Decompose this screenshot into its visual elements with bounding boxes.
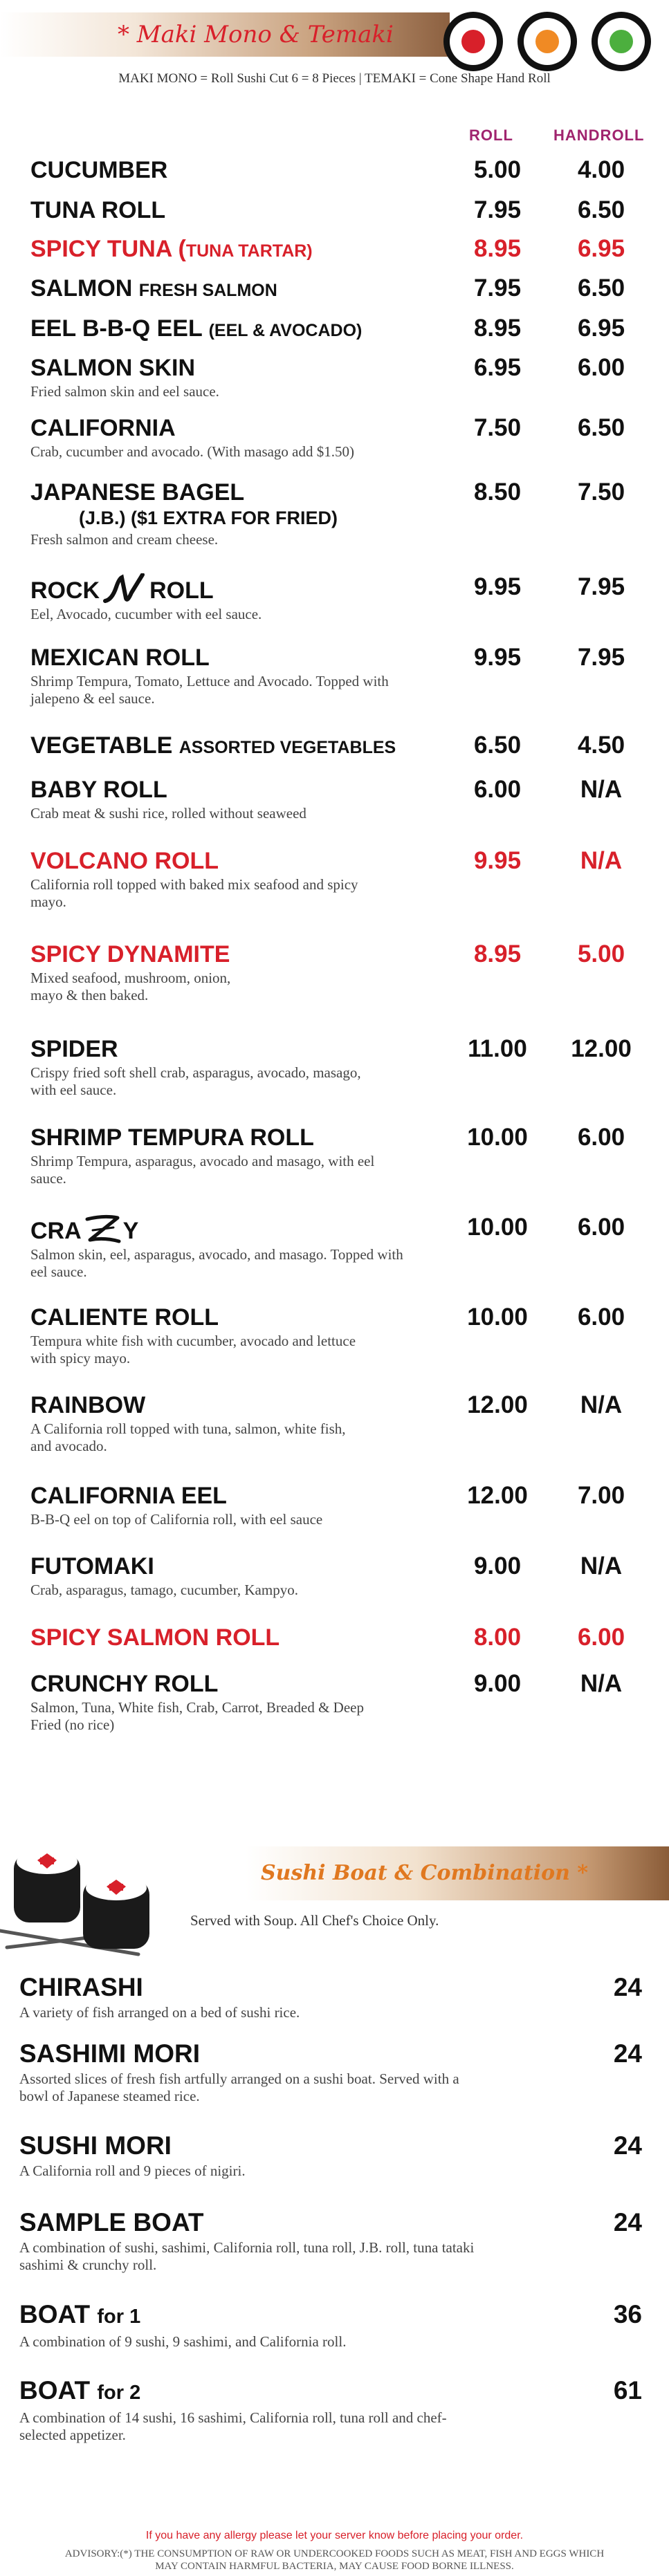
- price-handroll: 5.00: [577, 940, 625, 967]
- served-note: Served with Soup. All Chef's Choice Only.: [190, 1912, 439, 1929]
- combo-item: [19, 2299, 642, 2351]
- item-description: Fried salmon skin and eel sauce.: [30, 383, 219, 400]
- menu-item: [30, 1391, 639, 1455]
- item-name: SPICY SALMON ROLL: [30, 1624, 280, 1651]
- menu-item: [30, 847, 639, 911]
- menu-item: [30, 573, 639, 623]
- price-handroll: 7.95: [577, 644, 625, 671]
- menu-item: [30, 1624, 639, 1651]
- item-name: SASHIMI MORI: [19, 2039, 201, 2068]
- allergy-note: If you have any allergy please let your server know before placing your order.: [145, 2530, 524, 2541]
- z-script-logo-icon: [83, 1214, 122, 1244]
- item-description: Crab meat & sushi rice, rolled without seaweed: [30, 805, 306, 822]
- combo-item: [19, 2207, 642, 2274]
- item-name: BOAT for 2: [19, 2376, 141, 2404]
- col-header-roll: ROLL: [469, 127, 513, 144]
- item-name: SPIDER: [30, 1036, 118, 1062]
- menu-item: [30, 1304, 639, 1367]
- combo-item: [19, 2039, 642, 2105]
- item-name: CHIRASHI: [19, 1973, 143, 2001]
- item-name: CALIFORNIA EEL: [30, 1483, 227, 1509]
- item-name: CALIENTE ROLL: [30, 1304, 219, 1331]
- menu-item: [30, 940, 639, 1004]
- price-handroll: 6.50: [577, 196, 625, 223]
- advisory-note: ADVISORY:(*) THE CONSUMPTION OF RAW OR UNDERCOOKED FOODS SUCH AS MEAT, FISH AND EGGS WHICH MAY CONTAIN HARMFUL BACTERIA, MAY CAUSE FOOD BORNE ILLNESS.: [64, 2548, 605, 2572]
- price-roll: 8.50: [473, 479, 522, 506]
- item-price: 61: [613, 2376, 642, 2404]
- price-roll: 8.95: [473, 940, 522, 967]
- item-price: 24: [613, 2208, 642, 2236]
- price-handroll: 4.50: [577, 732, 625, 759]
- price-handroll: 6.00: [577, 1124, 625, 1151]
- item-description: B-B-Q eel on top of California roll, with eel sauce: [30, 1511, 323, 1528]
- price-handroll: N/A: [580, 847, 623, 874]
- item-name: VEGETABLE ASSORTED VEGETABLES: [30, 732, 396, 759]
- price-handroll: 6.50: [577, 414, 625, 441]
- price-roll: 9.95: [473, 644, 522, 671]
- price-roll: 7.50: [473, 414, 522, 441]
- price-handroll: 6.50: [577, 275, 625, 302]
- menu-item: [30, 235, 639, 265]
- item-name: SHRIMP TEMPURA ROLL: [30, 1124, 314, 1151]
- price-roll: 6.00: [473, 776, 522, 803]
- item-description: Assorted slices of fresh fish artfully arranged on a sushi boat. Served with a bowl of Japanese steamed rice.: [19, 2070, 459, 2104]
- item-price: 24: [613, 2131, 642, 2160]
- price-roll: 11.00: [468, 1035, 527, 1062]
- price-handroll: 6.00: [577, 1304, 625, 1331]
- item-description: California roll topped with baked mix seafood and spicy mayo.: [30, 876, 358, 910]
- combo-item: [19, 1972, 642, 2021]
- item-description: Shrimp Tempura, asparagus, avocado and masago, with eel sauce.: [30, 1153, 375, 1187]
- menu-item: [30, 156, 639, 184]
- menu-item: [30, 776, 639, 822]
- price-roll: 9.95: [473, 573, 522, 600]
- item-name: TUNA ROLL: [30, 197, 166, 223]
- price-roll: 9.00: [473, 1670, 522, 1697]
- menu-item: [30, 315, 639, 344]
- maki-section-title: * Maki Mono & Temaki: [118, 21, 394, 48]
- item-name: SUSHI MORI: [19, 2131, 172, 2160]
- price-roll: 12.00: [467, 1391, 528, 1418]
- maki-header-banner: [0, 12, 450, 57]
- item-name: EEL B-B-Q EEL (EEL & AVOCADO): [30, 315, 363, 342]
- item-description: Fresh salmon and cream cheese.: [30, 531, 219, 548]
- price-roll: 9.95: [473, 847, 522, 874]
- item-description: A California roll topped with tuna, salmon, white fish, and avocado.: [30, 1420, 346, 1454]
- price-handroll: 7.95: [577, 573, 625, 600]
- price-handroll: N/A: [580, 1553, 623, 1579]
- price-handroll: 12.00: [571, 1035, 632, 1062]
- maki-subheader: MAKI MONO = Roll Sushi Cut 6 = 8 Pieces | TEMAKI = Cone Shape Hand Roll: [118, 71, 551, 86]
- menu-item: [30, 644, 639, 707]
- item-description: Shrimp Tempura, Tomato, Lettuce and Avocado. Topped with jalepeno & eel sauce.: [30, 673, 389, 707]
- combo-header-banner: [246, 1846, 669, 1900]
- menu-item: [30, 479, 639, 548]
- item-description: A combination of 14 sushi, 16 sashimi, California roll, tuna roll and chef-selected appetizer.: [19, 2409, 447, 2443]
- price-handroll: 7.00: [577, 1482, 625, 1509]
- price-roll: 10.00: [467, 1124, 528, 1151]
- price-roll: 8.95: [473, 235, 522, 262]
- price-handroll: N/A: [580, 1391, 623, 1418]
- item-description: Salmon skin, eel, asparagus, avocado, and masago. Topped with eel sauce.: [30, 1246, 403, 1280]
- item-description: Mixed seafood, mushroom, onion, mayo & then baked.: [30, 970, 231, 1003]
- menu-item: [30, 196, 639, 224]
- combo-item: [19, 2375, 642, 2444]
- sushi-rolls-chopsticks-icon: [0, 1826, 166, 1978]
- price-handroll: 6.00: [577, 1214, 625, 1241]
- item-name-line2: (J.B.) ($1 EXTRA FOR FRIED): [79, 508, 338, 528]
- menu-item: [30, 1670, 639, 1734]
- item-name: CUCUMBER: [30, 157, 168, 183]
- item-description: A combination of sushi, sashimi, California roll, tuna roll, J.B. roll, tuna tataki sashimi & crunchy roll.: [19, 2239, 475, 2273]
- price-handroll: 6.95: [577, 315, 625, 342]
- sushi-red-icon: [441, 10, 505, 73]
- item-name: SPICY DYNAMITE: [30, 941, 230, 967]
- item-description: Salmon, Tuna, White fish, Crab, Carrot, Breaded & Deep Fried (no rice): [30, 1699, 364, 1733]
- item-price: 24: [613, 2039, 642, 2068]
- item-name: SALMON FRESH SALMON: [30, 275, 277, 302]
- price-handroll: N/A: [580, 1670, 623, 1697]
- menu-item: [30, 1124, 639, 1187]
- price-roll: 6.95: [473, 354, 522, 381]
- sushi-orange-icon: [515, 10, 579, 73]
- price-roll: 6.50: [473, 732, 522, 759]
- menu-item: [30, 732, 639, 761]
- price-roll: 9.00: [473, 1553, 522, 1579]
- item-name: CRUNCHY ROLL: [30, 1671, 219, 1697]
- item-name: CRA Y: [30, 1214, 639, 1245]
- menu-item: [30, 1553, 639, 1599]
- menu-item: [30, 414, 639, 461]
- price-roll: 8.00: [473, 1624, 522, 1651]
- item-description: A variety of fish arranged on a bed of sushi rice.: [19, 2004, 300, 2021]
- price-roll: 10.00: [467, 1304, 528, 1331]
- price-roll: 5.00: [473, 156, 522, 183]
- item-name: ROCK ROLL: [30, 573, 639, 604]
- menu-item: [30, 1214, 639, 1281]
- combo-item: [19, 2131, 642, 2180]
- menu-item: [30, 1035, 639, 1099]
- item-description: A combination of 9 sushi, 9 sashimi, and California roll.: [19, 2333, 347, 2350]
- menu-item: [30, 354, 639, 400]
- item-name: FUTOMAKI: [30, 1553, 154, 1579]
- n-script-logo-icon: [102, 573, 147, 604]
- item-name: JAPANESE BAGEL: [30, 479, 245, 506]
- item-price: 36: [613, 2300, 642, 2328]
- col-header-handroll: HANDROLL: [553, 127, 645, 144]
- item-name: BABY ROLL: [30, 777, 167, 803]
- item-name: BOAT for 1: [19, 2300, 141, 2328]
- item-price: 24: [613, 1973, 642, 2001]
- item-name: CALIFORNIA: [30, 415, 176, 441]
- price-handroll: N/A: [580, 776, 623, 803]
- item-name: SALMON SKIN: [30, 355, 195, 381]
- item-description: Crab, cucumber and avocado. (With masago add $1.50): [30, 443, 354, 460]
- price-handroll: 6.00: [577, 1624, 625, 1651]
- item-name: VOLCANO ROLL: [30, 848, 219, 874]
- item-name: RAINBOW: [30, 1392, 146, 1418]
- menu-item: [30, 1482, 639, 1528]
- price-handroll: 6.00: [577, 354, 625, 381]
- price-roll: 8.95: [473, 315, 522, 342]
- price-roll: 12.00: [467, 1482, 528, 1509]
- sushi-green-icon: [589, 10, 653, 73]
- combo-section-title: Sushi Boat & Combination *: [261, 1861, 589, 1885]
- item-name: SAMPLE BOAT: [19, 2208, 204, 2236]
- menu-item: [30, 275, 639, 304]
- price-roll: 7.95: [473, 275, 522, 302]
- price-roll: 10.00: [467, 1214, 528, 1241]
- price-handroll: 7.50: [577, 479, 625, 506]
- item-description: Crispy fried soft shell crab, asparagus, avocado, masago, with eel sauce.: [30, 1064, 361, 1098]
- item-name: SPICY TUNA (TUNA TARTAR): [30, 236, 313, 262]
- item-description: A California roll and 9 pieces of nigiri.: [19, 2162, 246, 2179]
- item-description: Eel, Avocado, cucumber with eel sauce.: [30, 606, 262, 622]
- item-name: MEXICAN ROLL: [30, 645, 210, 671]
- price-handroll: 6.95: [577, 235, 625, 262]
- price-roll: 7.95: [473, 196, 522, 223]
- item-description: Crab, asparagus, tamago, cucumber, Kampyo.: [30, 1582, 298, 1598]
- price-handroll: 4.00: [577, 156, 625, 183]
- item-description: Tempura white fish with cucumber, avocado and lettuce with spicy mayo.: [30, 1333, 356, 1366]
